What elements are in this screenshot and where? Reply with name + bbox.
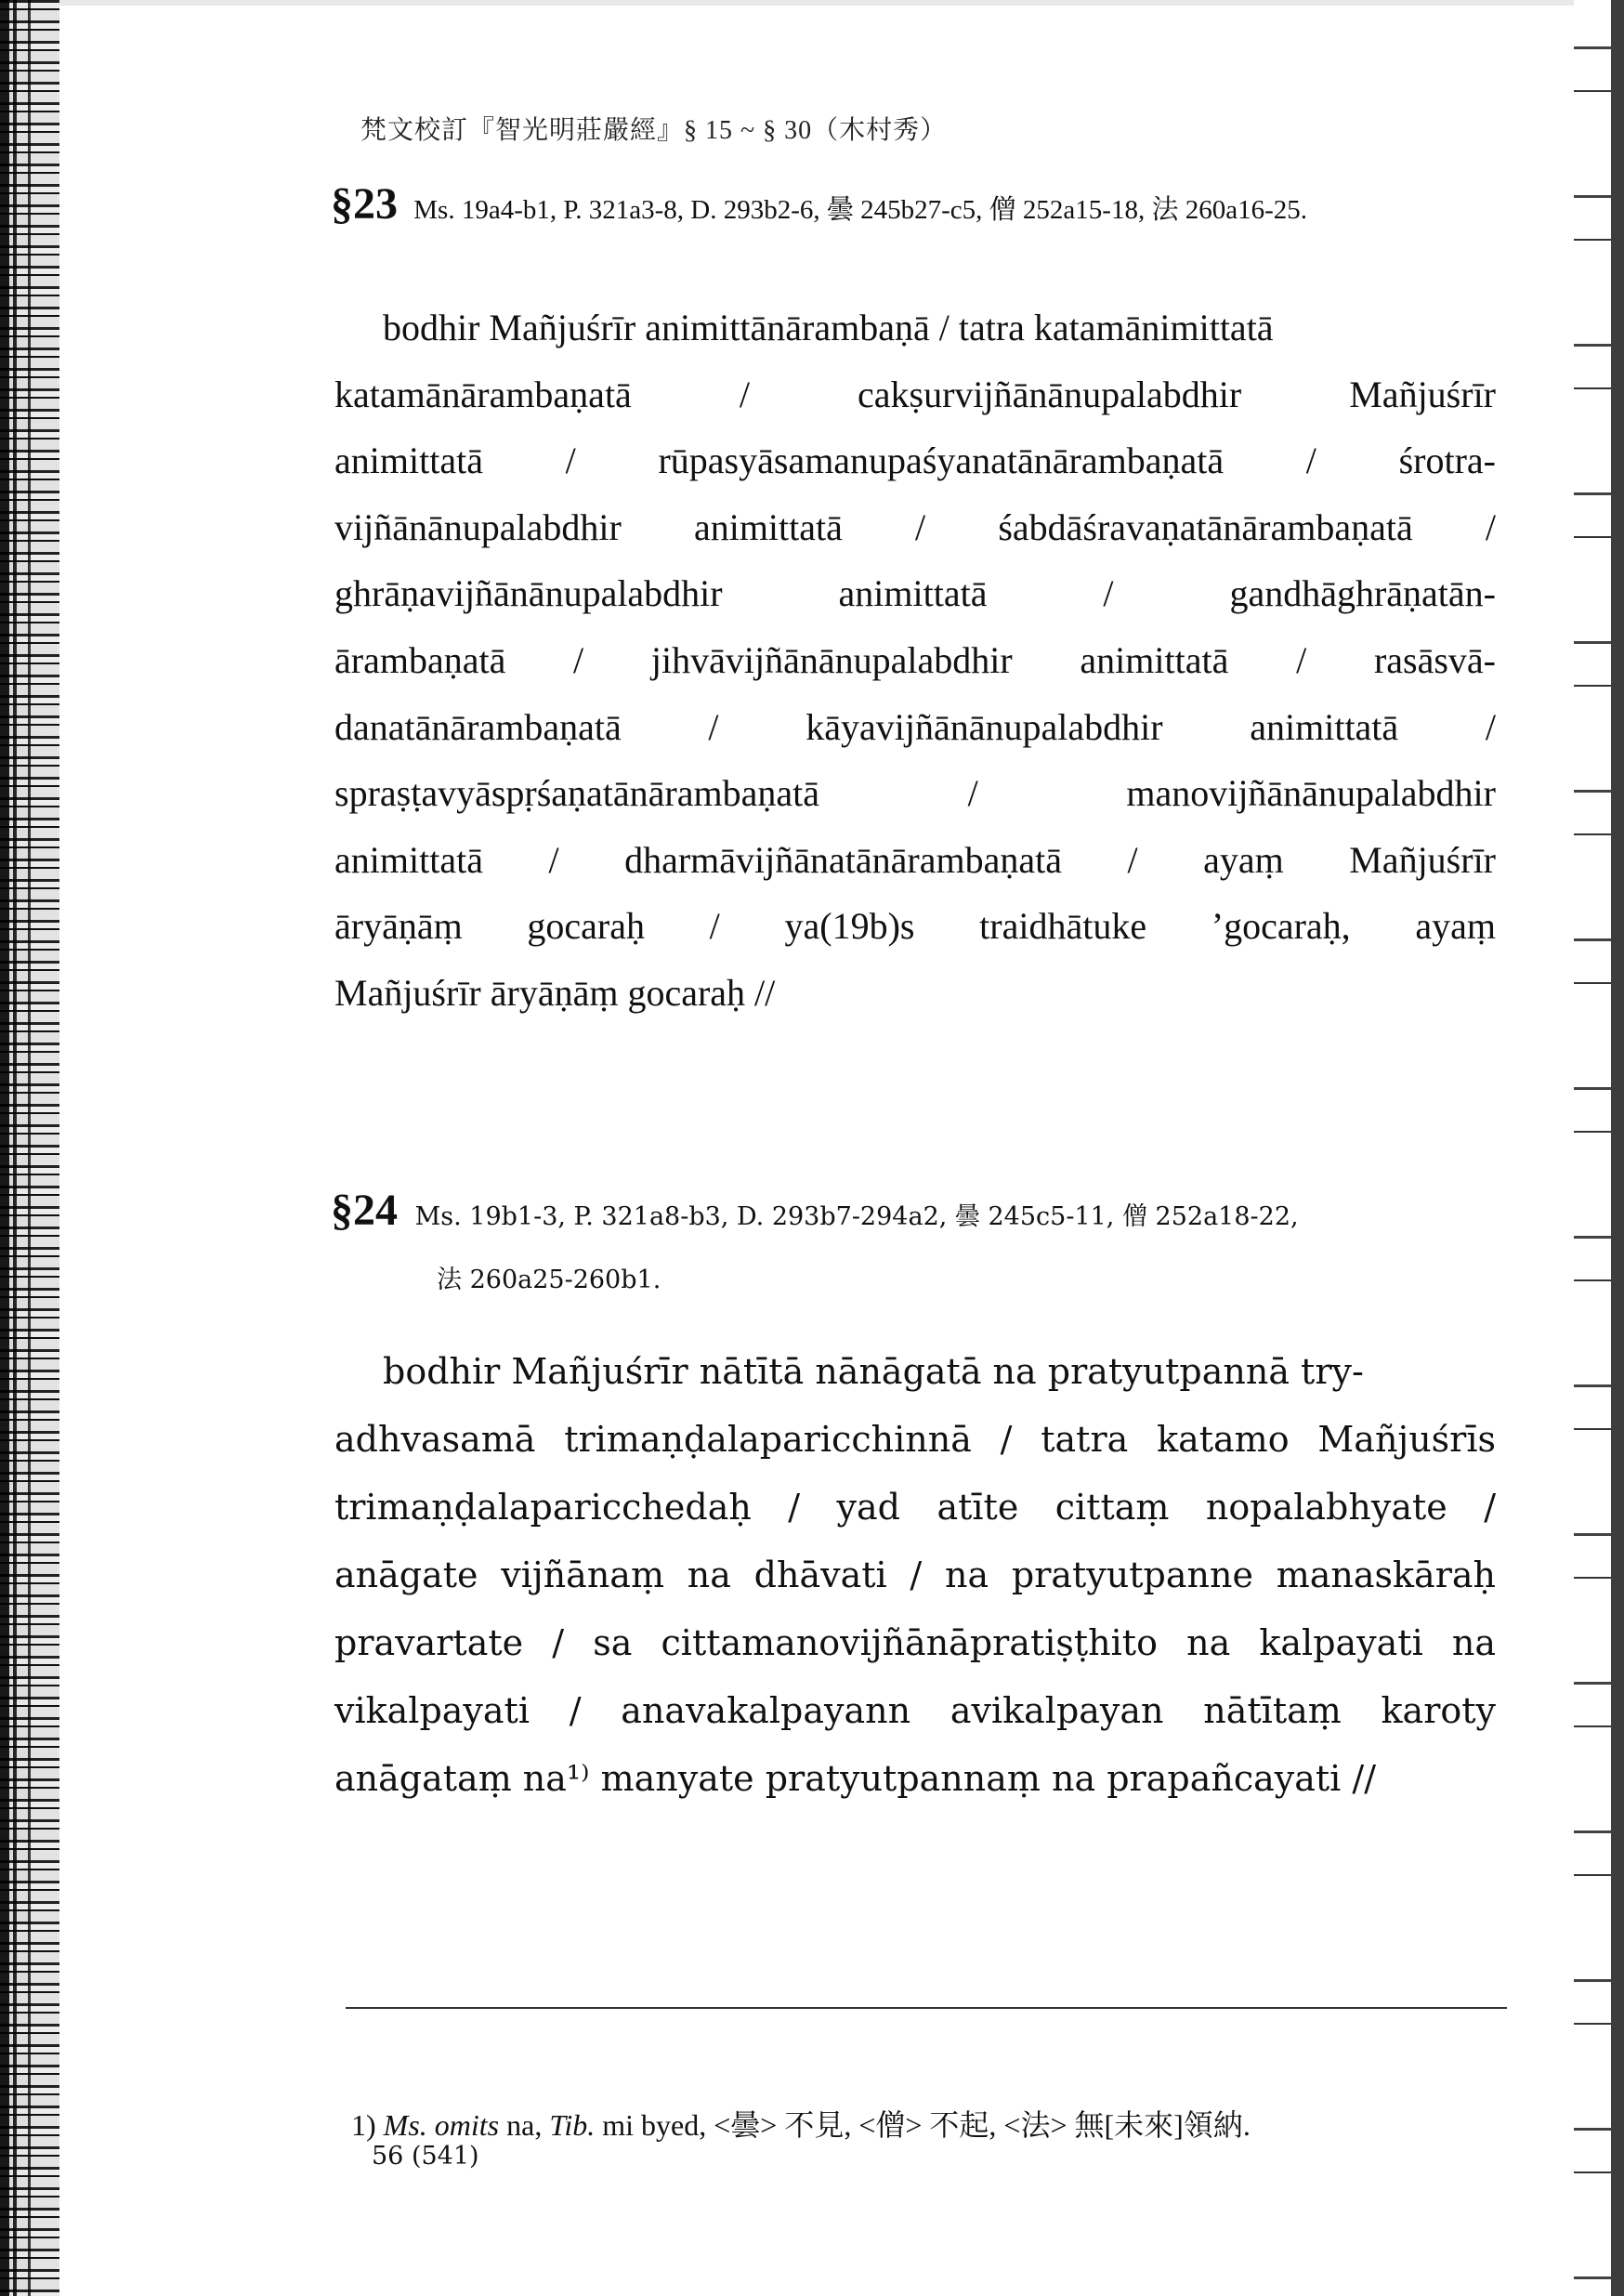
section-24-text	[334, 1338, 1496, 1813]
text-line: bodhir Mañjuśrīr nātītā nānāgatā na pratyutpannā try-	[383, 1351, 1364, 1392]
text-line: adhvasamā trimaṇḍalaparicchinnā / tatra katamo Mañjuśrīs	[334, 1419, 1496, 1460]
section-23-text	[334, 295, 1496, 1027]
section-references: Ms. 19b1-3, P. 321a8-b3, D. 293b7-294a2, 曇 245c5-11, 僧 252a18-22,	[414, 1202, 1299, 1231]
text-line: animittatā / rūpasyāsamanupaśyanatānārambaṇatā / śrotra-	[334, 440, 1496, 482]
text-line: ārambaṇatā / jihvāvijñānānupalabdhir animittatā / rasāsvā-	[334, 638, 1496, 681]
text-line: animittatā / dharmāvijñānatānārambaṇatā / ayaṃ Mañjuśrīr	[334, 838, 1496, 881]
section-references-continued: 法 260a25-260b1.	[437, 1266, 661, 1294]
text-line: spraṣṭavyāspṛśaṇatānārambaṇatā / manovijñānānupalabdhir	[334, 772, 1496, 815]
scan-right-edge	[1574, 0, 1624, 2296]
scan-left-edge	[0, 0, 59, 2296]
section-number: §23	[331, 179, 398, 229]
section-23-heading	[331, 178, 1307, 230]
text-line: ghrāṇavijñānānupalabdhir animittatā / gandhāghrāṇatān-	[334, 572, 1496, 615]
section-references: Ms. 19a4-b1, P. 321a3-8, D. 293b2-6, 曇 245b27-c5, 僧 252a15-18, 法 260a16-25.	[413, 195, 1307, 225]
footnote-marker: 1)	[351, 2108, 376, 2142]
footnote	[351, 2102, 1251, 2145]
section-24-heading	[331, 1185, 1299, 1236]
text-line: āryāṇāṃ gocaraḥ / ya(19b)s traidhātuke ’gocaraḥ, ayaṃ	[334, 905, 1496, 948]
text-line: katamānārambaṇatā / cakṣurvijñānānupalabdhir Mañjuśrīr	[334, 373, 1496, 415]
text-line: vijñānānupalabdhir animittatā / śabdāśravaṇatānārambaṇatā /	[334, 505, 1496, 548]
footnote-omits-label: omits	[434, 2108, 500, 2142]
page-number: 56 (541)	[372, 2142, 479, 2171]
text-line: anāgate vijñānaṃ na dhāvati / na pratyutpanne manaskāraḥ	[334, 1555, 1496, 1595]
text-line: vikalpayati / anavakalpayann avikalpayan nātītaṃ karoty	[334, 1690, 1496, 1731]
footnote-divider	[346, 2007, 1507, 2009]
footnote-text: mi byed, <曇> 不見, <僧> 不起, <法> 無[未來]領納.	[602, 2108, 1251, 2142]
text-line: danatānārambaṇatā / kāyavijñānānupalabdhir animittatā /	[334, 705, 1496, 748]
footnote-tib-label: Tib.	[549, 2108, 596, 2142]
text-line: bodhir Mañjuśrīr animittānārambaṇā / tatra katamānimittatā	[383, 307, 1274, 349]
text-line: trimaṇḍalaparicchedaḥ / yad atīte cittaṃ nopalabhyate /	[334, 1487, 1496, 1528]
running-header: 梵文校訂『智光明莊嚴經』§ 15 ~ § 30（木村秀）	[360, 116, 948, 145]
footnote-ms-label: Ms.	[383, 2108, 427, 2142]
text-line: pravartate / sa cittamanovijñānāpratiṣṭhito na kalpayati na	[334, 1622, 1496, 1663]
text-line: anāgataṃ na¹⁾ manyate pratyutpannaṃ na prapañcayati //	[334, 1758, 1376, 1799]
scan-top-edge	[59, 0, 1574, 6]
section-number: §24	[331, 1186, 398, 1235]
text-line: Mañjuśrīr āryāṇāṃ gocaraḥ //	[334, 972, 776, 1015]
footnote-ms-text: na,	[506, 2108, 543, 2142]
